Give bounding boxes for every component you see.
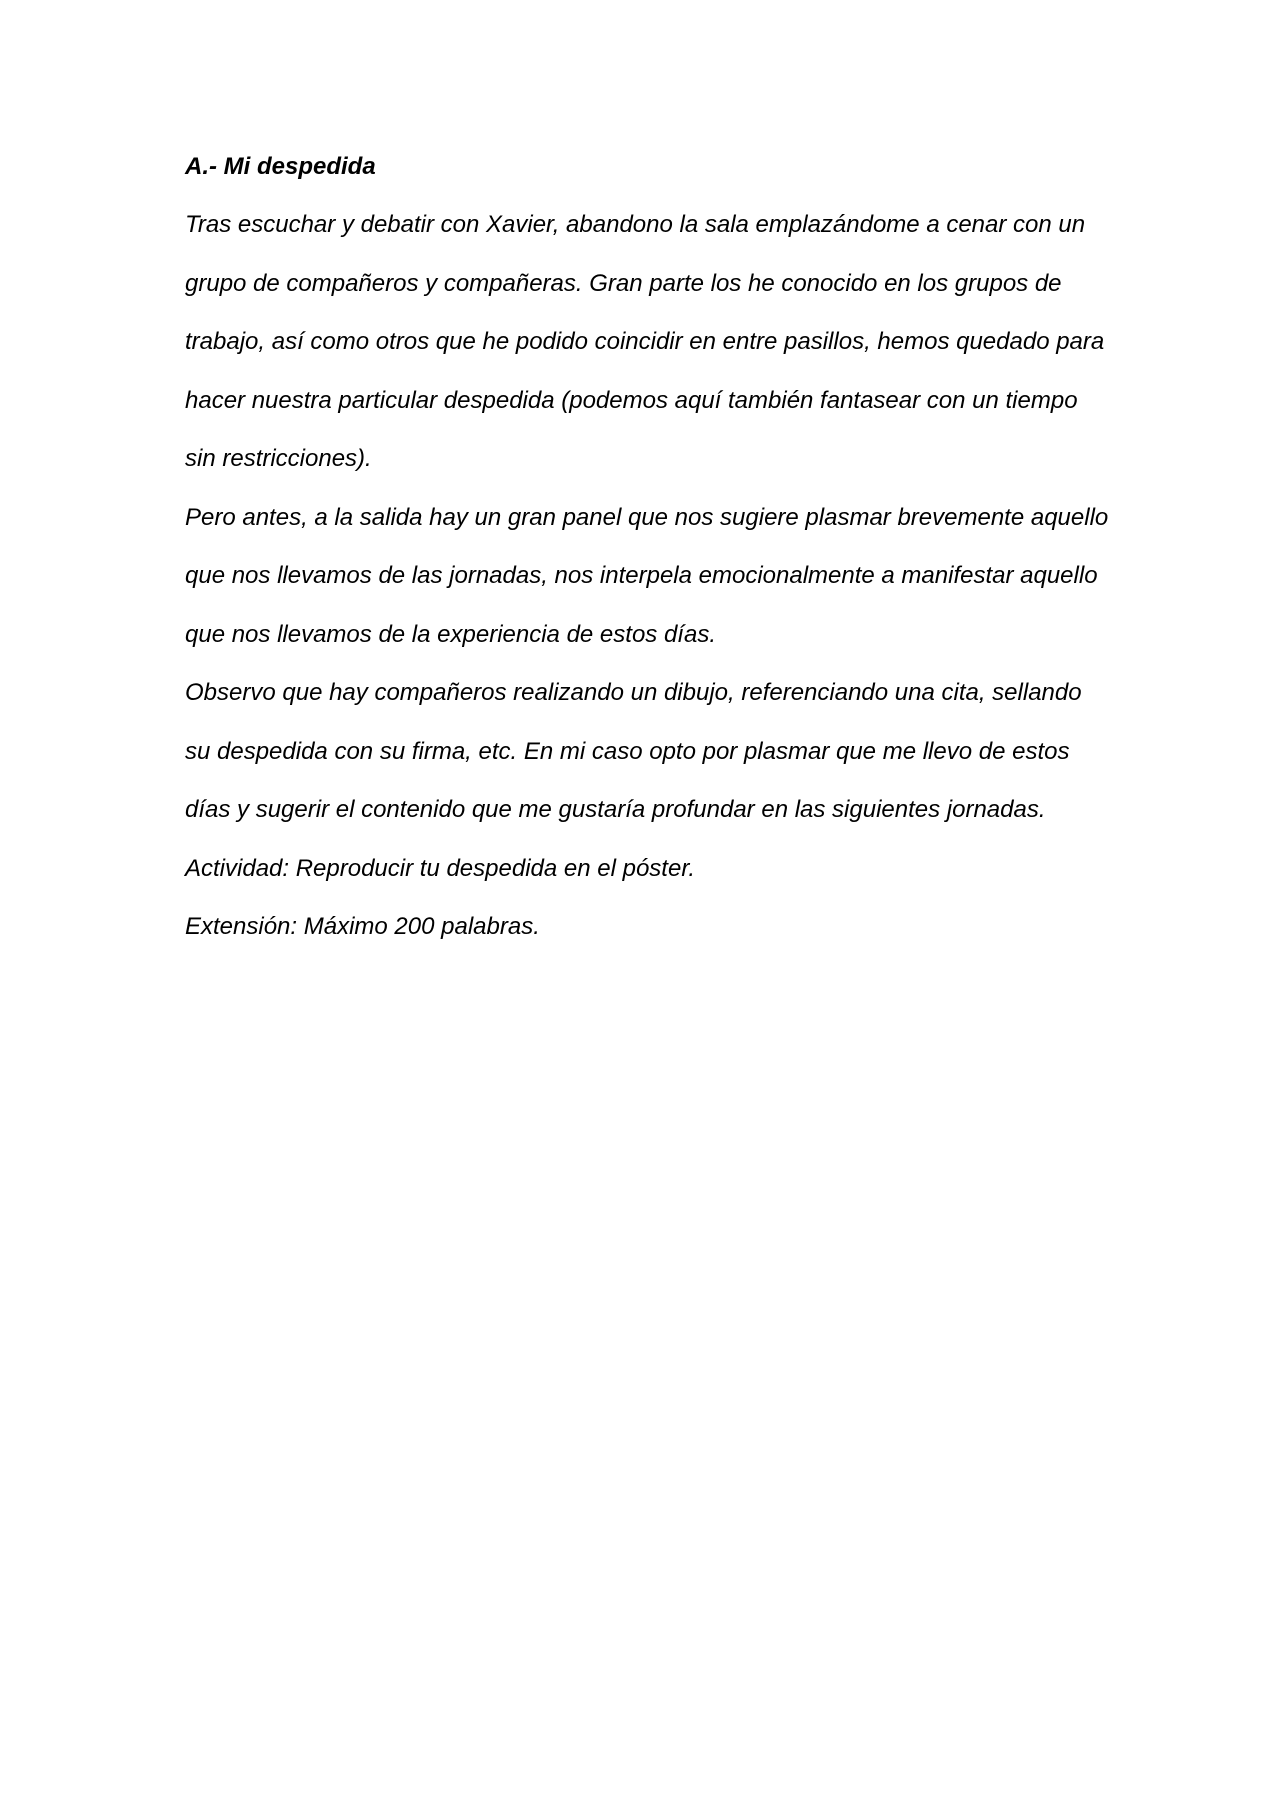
paragraph-line: sin restricciones). <box>185 445 372 472</box>
paragraph-line: Observo que hay compañeros realizando un dibujo, referenciando una cita, sellando <box>185 679 1082 706</box>
document-body <box>185 152 1115 971</box>
activity-line: Actividad: Reproducir tu despedida en el póster. <box>185 854 696 882</box>
paragraph-line: que nos llevamos de las jornadas, nos interpela emocionalmente a manifestar aquello <box>185 562 1098 589</box>
paragraph-line: Pero antes, a la salida hay un gran panel que nos sugiere plasmar brevemente aquello <box>185 503 1109 531</box>
paragraph-line: hacer nuestra particular despedida (podemos aquí también fantasear con un tiempo <box>185 386 1078 414</box>
paragraph-line: que nos llevamos de la experiencia de estos días. <box>185 620 716 648</box>
paragraph-line: días y sugerir el contenido que me gustaría profundar en las siguientes jornadas. <box>185 796 1046 823</box>
section-heading: A.- Mi despedida <box>185 153 376 180</box>
paragraph-line: trabajo, así como otros que he podido coincidir en entre pasillos, hemos quedado para <box>185 328 1105 355</box>
extension-line: Extensión: Máximo 200 palabras. <box>185 913 540 940</box>
paragraph-line: grupo de compañeros y compañeras. Gran parte los he conocido en los grupos de <box>185 269 1062 297</box>
paragraph-line: su despedida con su firma, etc. En mi caso opto por plasmar que me llevo de estos <box>185 737 1070 765</box>
paragraph-line: Tras escuchar y debatir con Xavier, abandono la sala emplazándome a cenar con un <box>185 211 1086 238</box>
